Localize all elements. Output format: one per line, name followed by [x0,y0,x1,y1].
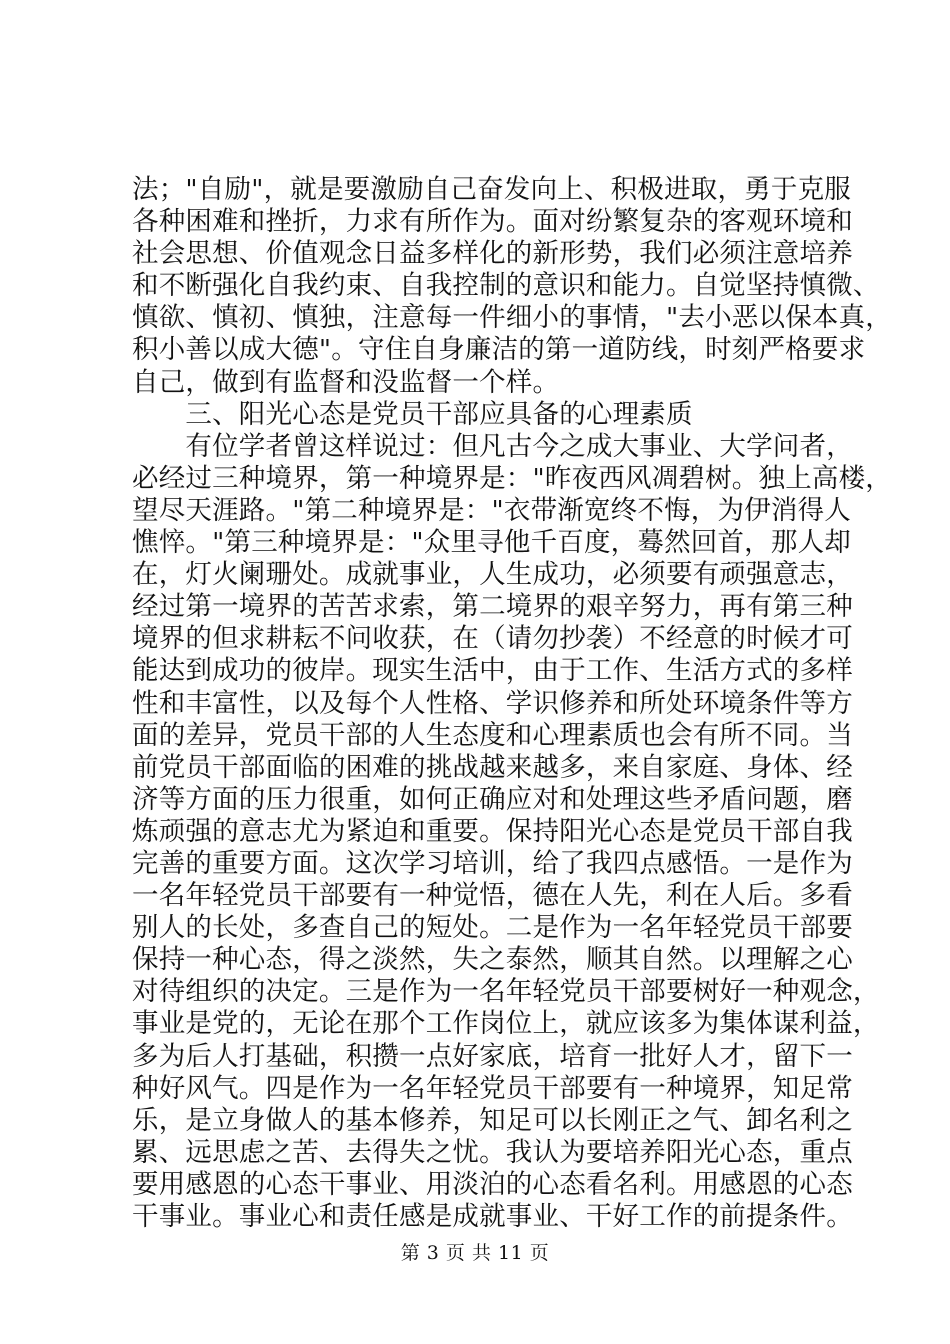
text-line: 别人的长处，多查自己的短处。二是作为一名年轻党员干部要 [132,912,853,944]
text-line: 有位学者曾这样说过：但凡古今之成大事业、大学问者， [132,430,853,462]
text-line: 对待组织的决定。三是作为一名年轻党员干部要树好一种观念， [132,976,880,1008]
text-line: 经过第一境界的苦苦求索，第二境界的艰辛努力，再有第三种 [132,591,853,623]
body-text [132,174,892,1233]
text-line: 慎欲、慎初、慎独，注意每一件细小的事情，"去小恶以保本真， [132,302,892,334]
text-line: 干事业。事业心和责任感是成就事业、干好工作的前提条件。 [132,1201,853,1232]
text-line: 种好风气。四是作为一名年轻党员干部要有一种境界，知足常 [132,1072,853,1104]
text-line: 保持一种心态，得之淡然，失之泰然，顺其自然。以理解之心 [132,944,853,976]
text-line: 法；"自励"，就是要激励自己奋发向上、积极进取，勇于克服 [132,174,851,205]
text-line: 在，灯火阑珊处。成就事业，人生成功，必须要有顽强意志， [132,559,853,591]
text-line: 济等方面的压力很重，如何正确应对和处理这些矛盾问题，磨 [132,783,853,815]
text-line: 乐，是立身做人的基本修养，知足可以长刚正之气、卸名利之 [132,1104,853,1136]
text-line: 累、远思虑之苦、去得失之忧。我认为要培养阳光心态，重点 [132,1136,853,1168]
text-line: 和不断强化自我约束、自我控制的意识和能力。自觉坚持慎微、 [132,270,880,302]
text-line: 必经过三种境界，第一种境界是："昨夜西风凋碧树。独上高楼， [132,462,892,494]
text-line: 炼顽强的意志尤为紧迫和重要。保持阳光心态是党员干部自我 [132,815,853,847]
text-line: 自己，做到有监督和没监督一个样。 [132,366,560,398]
text-line: 一名年轻党员干部要有一种觉悟，德在人先，利在人后。多看 [132,880,853,912]
text-line: 事业是党的，无论在那个工作岗位上，就应该多为集体谋利益， [132,1008,880,1040]
text-line: 完善的重要方面。这次学习培训，给了我四点感悟。一是作为 [132,847,853,879]
page-number-footer: 第 3 页 共 11 页 [400,1242,550,1264]
text-line: 性和丰富性，以及每个人性格、学识修养和所处环境条件等方 [132,687,853,719]
text-line: 前党员干部面临的困难的挑战越来越多，来自家庭、身体、经 [132,751,853,783]
text-line: 望尽天涯路。"第二种境界是："衣带渐宽终不悔，为伊消得人 [132,494,851,526]
text-line: 积小善以成大德"。守住自身廉洁的第一道防线，时刻严格要求 [132,334,866,366]
text-line: 要用感恩的心态干事业、用淡泊的心态看名利。用感恩的心态 [132,1168,853,1200]
text-line: 能达到成功的彼岸。现实生活中，由于工作、生活方式的多样 [132,655,853,687]
text-line: 各种困难和挫折，力求有所作为。面对纷繁复杂的客观环境和 [132,206,853,238]
text-line: 境界的但求耕耘不问收获，在（请勿抄袭）不经意的时候才可 [132,623,853,655]
text-line: 多为后人打基础，积攒一点好家底，培育一批好人才，留下一 [132,1040,853,1072]
text-line: 社会思想、价值观念日益多样化的新形势，我们必须注意培养 [132,238,853,270]
text-line: 憔悴。"第三种境界是："众里寻他千百度，蓦然回首，那人却 [132,527,851,559]
section-heading: 三、阳光心态是党员干部应具备的心理素质 [132,398,693,430]
text-line: 面的差异，党员干部的人生态度和心理素质也会有所不同。当 [132,719,853,751]
